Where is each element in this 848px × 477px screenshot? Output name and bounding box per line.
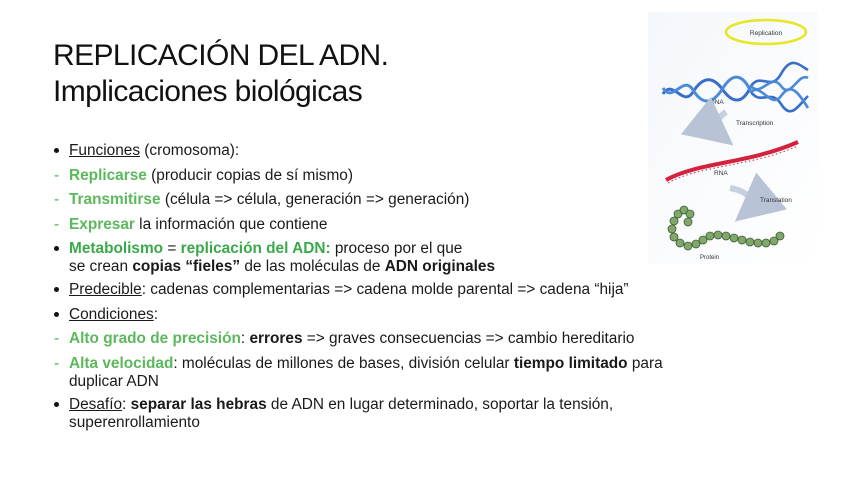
rna-label: RNA: [714, 170, 728, 177]
transmitirse-text: (célula => célula, generación => generación): [160, 191, 470, 208]
funciones-text: (cromosoma):: [140, 142, 240, 159]
predecible-text: : cadenas complementarias => cadena molde parental => cadena “hija”: [141, 281, 629, 298]
expresar-term: Expresar: [69, 215, 135, 233]
copias-fieles: copias “fieles”: [132, 258, 241, 275]
protein-label: Protein: [700, 255, 720, 261]
list-item-condiciones: [53, 305, 753, 324]
list-item-precision: [53, 329, 753, 348]
list-item-velocidad: [53, 354, 753, 391]
central-dogma-figure: [648, 12, 818, 264]
equals-text: =: [163, 240, 181, 257]
condiciones-text: :: [153, 305, 158, 323]
metabolismo-text-1: proceso por el que: [330, 240, 463, 257]
velocidad-text-2: para: [627, 354, 663, 372]
funciones-label: Funciones: [69, 142, 141, 159]
velocidad-term: Alta velocidad: [69, 354, 174, 372]
metabolismo-text-2: se crean: [69, 258, 133, 275]
desafio-text-1: :: [122, 395, 131, 413]
metabolismo-term: Metabolismo: [69, 240, 164, 257]
list-item-desafio: [53, 395, 753, 432]
adn-originales: ADN originales: [384, 258, 496, 275]
desafio-line-2: superenrollamiento: [69, 413, 200, 431]
list-item-predecible: [53, 280, 753, 299]
precision-text-1: :: [240, 330, 250, 347]
title-line-1: REPLICACIÓN DEL ADN.: [53, 39, 389, 72]
errores-term: errores: [249, 330, 303, 347]
replicacion-term: replicación del ADN:: [180, 240, 331, 257]
replication-label: Replication: [749, 30, 783, 37]
slide-title: [53, 38, 388, 110]
desafio-label: Desafío: [69, 395, 123, 413]
tiempo-limitado: tiempo limitado: [513, 354, 628, 372]
velocidad-text-1: : moléculas de millones de bases, división celular: [173, 354, 514, 372]
transmitirse-term: Transmitirse: [69, 191, 161, 208]
velocidad-line-2: duplicar ADN: [69, 372, 159, 390]
translation-label: Translation: [760, 197, 792, 204]
predecible-label: Predecible: [69, 281, 142, 298]
separar-hebras: separar las hebras: [130, 395, 267, 413]
central-dogma-diagram: [648, 12, 818, 264]
precision-text-2: => graves consecuencias => cambio hereditario: [302, 330, 635, 347]
dna-label: DNA: [710, 99, 724, 106]
transcription-label: Transcription: [736, 120, 774, 127]
title-line-2: Implicaciones biológicas: [53, 75, 363, 108]
metabolismo-text-3: de las moléculas de: [240, 258, 385, 275]
precision-term: Alto grado de precisión: [69, 330, 241, 347]
condiciones-label: Condiciones: [69, 305, 154, 323]
desafio-text-2: de ADN en lugar determinado, soportar la tensión,: [266, 395, 614, 413]
replicarse-text: (producir copias de sí mismo): [146, 166, 353, 184]
expresar-text: la información que contiene: [134, 215, 328, 233]
replicarse-term: Replicarse: [69, 166, 147, 184]
